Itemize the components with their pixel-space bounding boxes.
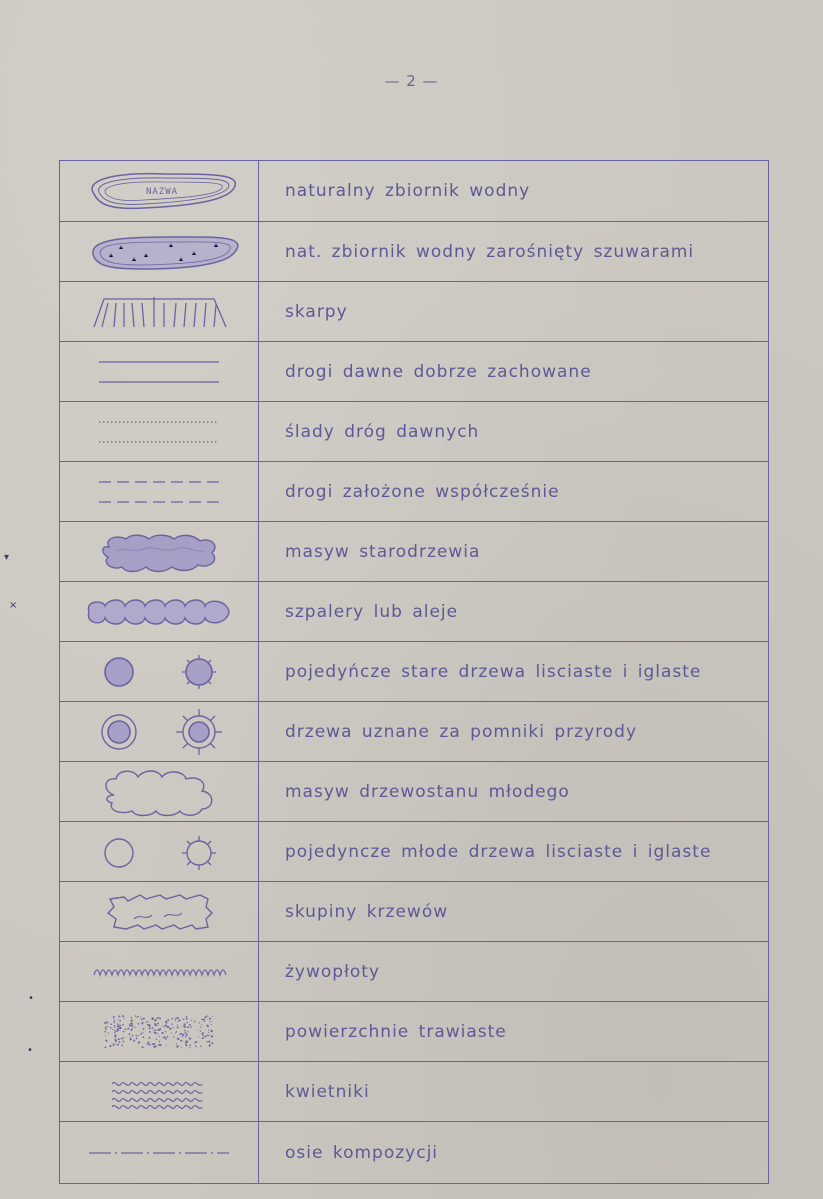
legend-row — [60, 761, 768, 821]
legend-row — [60, 821, 768, 881]
hedges-icon — [60, 942, 259, 1001]
old-roads-preserved-icon — [60, 342, 259, 401]
legend-row — [60, 581, 768, 641]
legend-row — [60, 281, 768, 341]
legend-label: powierzchnie trawiaste — [285, 1021, 507, 1042]
single-old-trees-icon — [60, 642, 259, 701]
legend-row — [60, 461, 768, 521]
old-roads-traces-icon — [60, 402, 259, 461]
legend-row — [60, 941, 768, 1001]
legend-label: szpalery lub aleje — [285, 601, 459, 622]
flowerbeds-icon — [60, 1062, 259, 1121]
young-tree-stand-icon — [60, 762, 259, 821]
legend-row — [60, 641, 768, 701]
legend-label: drzewa uznane za pomniki przyrody — [285, 721, 638, 742]
legend-label: pojedyncze młode drzewa lisciaste i iglaste — [285, 841, 712, 862]
legend-row — [60, 401, 768, 461]
symbol-text: NAZWA — [145, 187, 179, 197]
legend-label: pojedyńcze stare drzewa lisciaste i iglaste — [285, 661, 702, 682]
margin-mark: • — [28, 993, 34, 1004]
legend-row — [60, 221, 768, 281]
slopes-icon — [60, 282, 259, 341]
legend-label: skarpy — [285, 301, 348, 322]
legend-row — [60, 521, 768, 581]
legend-row — [60, 1001, 768, 1061]
legend-label: nat. zbiornik wodny zarośnięty szuwarami — [285, 241, 695, 262]
natural-water-body-icon — [60, 161, 259, 221]
grass-areas-icon — [60, 1002, 259, 1061]
page-number: — 2 — — [384, 72, 439, 90]
shrub-groups-icon — [60, 882, 259, 941]
legend-label: kwietniki — [285, 1081, 370, 1102]
legend-label: żywopłoty — [285, 961, 381, 982]
modern-roads-icon — [60, 462, 259, 521]
old-tree-stand-icon — [60, 522, 259, 581]
legend-label: osie kompozycji — [285, 1142, 439, 1163]
legend-row — [60, 701, 768, 761]
legend-row — [60, 881, 768, 941]
legend-row — [60, 1061, 768, 1121]
rows-avenues-icon — [60, 582, 259, 641]
legend-label: drogi dawne dobrze zachowane — [285, 361, 592, 382]
margin-mark: ▾ — [4, 552, 10, 563]
legend-table — [59, 160, 769, 1184]
margin-mark: • — [27, 1045, 33, 1056]
margin-mark: × — [9, 600, 18, 611]
legend-label: ślady dróg dawnych — [285, 421, 480, 442]
legend-label: masyw drzewostanu młodego — [285, 781, 570, 802]
legend-label: skupiny krzewów — [285, 901, 449, 922]
legend-label: naturalny zbiornik wodny — [285, 181, 531, 201]
natural-monument-trees-icon — [60, 702, 259, 761]
composition-axes-icon — [60, 1122, 259, 1183]
legend-row — [60, 161, 768, 221]
single-young-trees-icon — [60, 822, 259, 881]
legend-row — [60, 1121, 768, 1183]
legend-label: masyw starodrzewia — [285, 541, 481, 562]
overgrown-water-body-icon — [60, 222, 259, 281]
legend-row — [60, 341, 768, 401]
legend-label: drogi założone współcześnie — [285, 481, 560, 502]
